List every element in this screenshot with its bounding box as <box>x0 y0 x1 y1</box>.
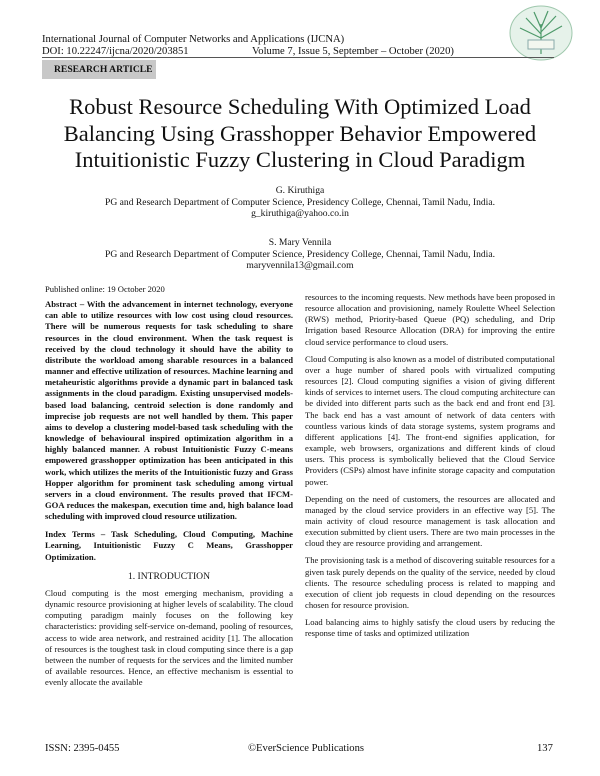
index-terms: Index Terms – Task Scheduling, Cloud Computing, Machine Learning, Intuitionistic Fuzzy C Means, Grasshopper Optimization. <box>45 529 293 562</box>
footer-publisher: ©EverScience Publications <box>248 743 365 754</box>
author-block <box>40 237 560 272</box>
header-divider <box>42 57 554 58</box>
author-email[interactable]: g_kiruthiga@yahoo.co.in <box>251 208 349 219</box>
left-column <box>45 284 293 694</box>
paragraph: Cloud computing is the most emerging mechanism, providing a dynamic resource provisioning at higher levels of scalability. The cloud computing paradigm mainly focuses on the following key characteristics: providing self-service on-demand, pooling of resources, access to wide area network, and restrained acidity [1]. The allocation of resources is the toughest task in cloud computing since there is a gap between the number of requests for the services and the limited number of available resources. Hence, an effective mechanism is essential to evenly allocate the available <box>45 587 293 688</box>
right-column <box>305 292 555 646</box>
journal-name: International Journal of Computer Networks and Applications (IJCNA) <box>42 34 345 45</box>
paragraph: Load balancing aims to highly satisfy the cloud users by reducing the response time of tasks and optimized utilization <box>305 617 555 639</box>
paper-title <box>30 94 570 174</box>
paragraph: resources to the incoming requests. New methods have been proposed in resource allocation and provisioning, namely Roulette Wheel Selection (RWS) method, Priority-based Queue (PQ) scheduling, and Drip Irrigation based Resource Allocation (DRA) for improving the entire cloud service performance to cloud users. <box>305 292 555 347</box>
footer-issn: ISSN: 2395-0455 <box>45 743 120 754</box>
author-name: G. Kiruthiga <box>275 185 325 196</box>
paragraph: Cloud Computing is also known as a model of distributed computational over a huge number of shared pools with virtualized computing resources [2]. Cloud computing signifies a vision of giving different kinds of services to internet users. The cloud computing architecture can be divided into different parts such as the back end and front end [3]. The back end has a vast amount of network of data centers with countless various kinds of data storage systems, system programs and different applications [4]. The front-end signifies application, for example, web browsers, organizations and different kinds of cloud users. This process is symbolically believed that the Cloud Service Providers (CSPs) almost have infinite storage capacity and computation power. <box>305 353 555 487</box>
author-affiliation: PG and Research Department of Computer Science, Presidency College, Chennai, Tamil Nadu, India. <box>105 196 495 208</box>
paragraph: The provisioning task is a method of discovering suitable resources for a given task purely depends on the quality of the service, needed by cloud clients. The resource scheduling process is related to mapping and execution of client job requests in cloud depending on the resources chosen for resource provision. <box>305 555 555 611</box>
author-name: S. Mary Vennila <box>268 237 332 248</box>
article-type-badge: RESEARCH ARTICLE <box>42 60 156 79</box>
author-email[interactable]: maryvennila13@gmail.com <box>246 260 354 271</box>
author-affiliation: PG and Research Department of Computer Science, Presidency College, Chennai, Tamil Nadu, India. <box>105 248 495 260</box>
volume-info: Volume 7, Issue 5, September – October (2020) <box>252 46 454 57</box>
published-date: Published online: 19 October 2020 <box>45 284 165 294</box>
page-number: 137 <box>537 743 553 754</box>
section-heading: 1. INTRODUCTION <box>127 570 211 582</box>
title-line: Intuitionistic Fuzzy Clustering in Cloud Paradigm <box>74 147 526 172</box>
title-line: Balancing Using Grasshopper Behavior Empowered <box>63 120 537 146</box>
title-line: Robust Resource Scheduling With Optimized Load <box>69 94 531 119</box>
author-block <box>40 185 560 220</box>
doi[interactable]: DOI: 10.22247/ijcna/2020/203851 <box>42 46 189 57</box>
paragraph: Depending on the need of customers, the resources are allocated and managed by the cloud service providers in an effective way [5]. The main activity of cloud resource management is task allocation and execution submitted by client users. There are two main processes in the cloud they are resource providing and arrangement. <box>305 493 555 549</box>
abstract: Abstract – With the advancement in internet technology, everyone can able to utilize resources with low cost using cloud resources. There will be numerous requests for task scheduling to share resources in the cloud environment. When the task request is received by the cloud technology it should have the ability to distribute the workload among sharable resources in a balanced manner and effective utilization of resources. Machine learning and metaheuristic algorithms provide a dynamic part in balanced task assignments in the cloud paradigm. Existing unsupervised models-based load balancing, centroid selection is done randomly and imprecise job requests are not well handled by them. This paper aims to develop a clustering model-based task scheduling with the knowledge of behavioural inspired optimization algorithm in a highly balanced manner. A robust Intuitionistic Fuzzy C-means empowered grasshopper optimization has been anticipated in this work, which utilizes the merits of the Intuitionistic fuzzy and Grass Hopper algorithm for prominent task scheduling among virtual servers in a cloud environment. The results proved that IFCM-GOA reduces the makespan, execution time and, high balance load scheduling with improved cloud resource utilization. <box>45 299 293 522</box>
journal-logo <box>508 4 574 62</box>
